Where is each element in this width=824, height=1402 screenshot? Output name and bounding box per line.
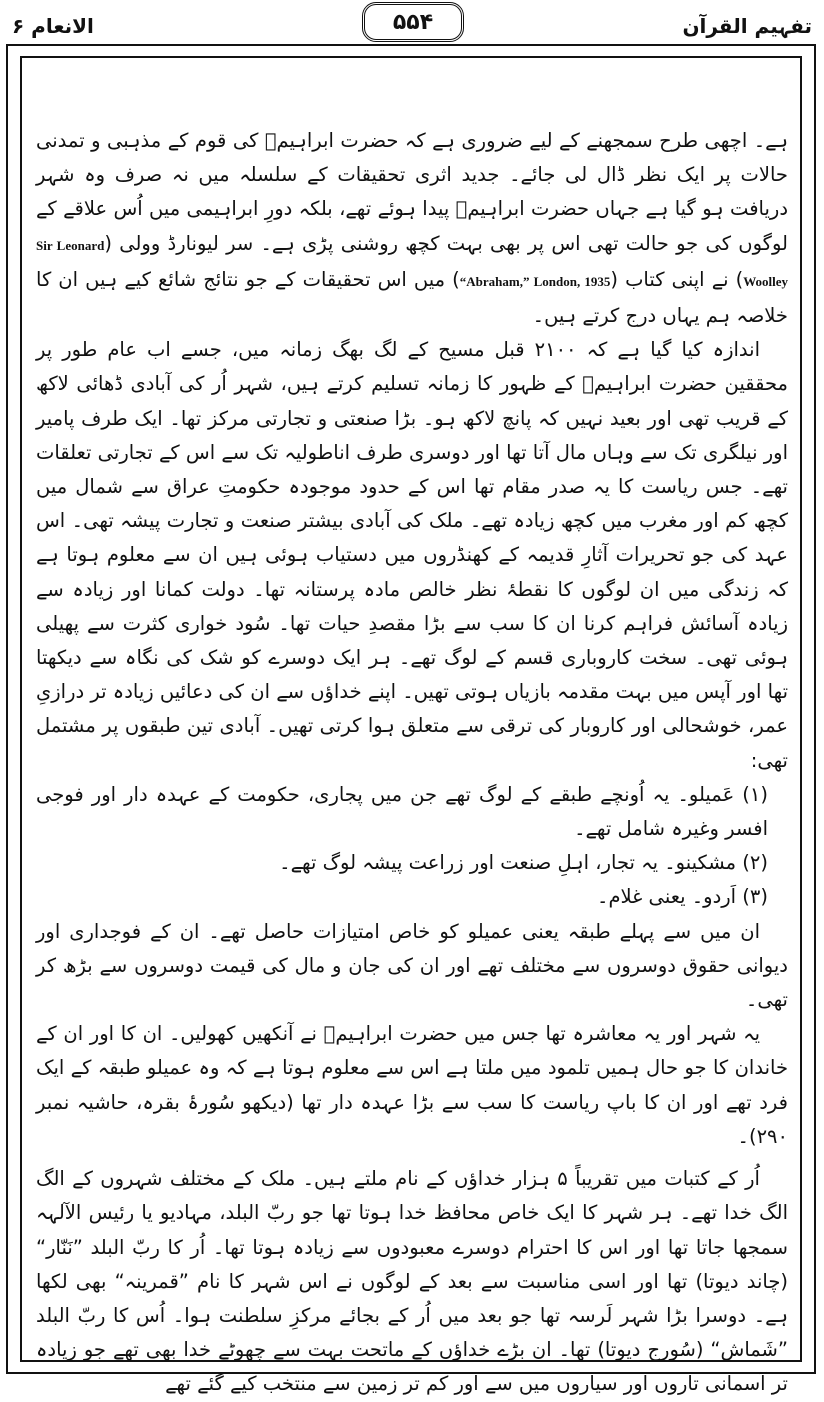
paragraph-text: ) نے اپنی کتاب ( <box>610 267 744 291</box>
list-item: (۲) مشکینو۔ یہ تجار، اہلِ صنعت اور زراعت پیشہ لوگ تھے۔ <box>279 851 768 875</box>
page-number: ۵۵۴ <box>362 2 464 42</box>
page-body <box>36 124 789 1396</box>
paragraph <box>36 124 788 333</box>
page-header <box>0 0 824 50</box>
paragraph: یہ شہر اور یہ معاشرہ تھا جس میں حضرت ابراہیمؑ نے آنکھیں کھولیں۔ ان کا اور ان کے خاندان کا جو حال ہمیں تلمود میں ملتا ہے اس سے معلوم ہوتا ہے کہ وہ عمیلو طبقہ کے ایک فرد تھے اور ان کا باپ ریاست کا سب سے بڑا عہدہ دار تھا (دیکھو سُورۂ بقرہ، حاشیہ نمبر ۲۹۰)۔ <box>36 1022 788 1148</box>
paragraph: ان میں سے پہلے طبقہ یعنی عمیلو کو خاص امتیازات حاصل تھے۔ ان کے فوجداری اور دیوانی حقوق دوسروں سے مختلف تھے اور ان کی جان و مال کی قیمت دوسروں سے بڑھ کر تھی۔ <box>36 919 788 1012</box>
list-item: (۳) اَردو۔ یعنی غلام۔ <box>597 885 768 909</box>
surah-title: الانعام ۶ <box>12 14 94 38</box>
paragraph: اندازہ کیا گیا ہے کہ ۲۱۰۰ قبل مسیح کے لگ بھگ زمانہ میں، جسے اب عام طور پر محققین حضرت ابراہیمؑ کے ظہور کا زمانہ تسلیم کرتے ہیں، شہر اُر کی آبادی ڈھائی لاکھ کے قریب تھی اور بعید نہیں کہ پانچ لاکھ ہو۔ بڑا صنعتی و تجارتی مرکز تھا۔ ایک طرف پامیر اور نیلگری تک سے وہاں مال آتا تھا اور دوسری طرف اناطولیہ تک سے اس کے تجارتی تعلقات تھے۔ جس ریاست کا یہ صدر مقام تھا اس کے حدود موجودہ حکومتِ عراق سے شمال میں کچھ کم اور مغرب میں کچھ زیادہ تھے۔ ملک کی آبادی بیشتر صنعت و تجارت پیشہ تھی۔ اس عہد کی جو تحریرات آثارِ قدیمہ کے کھنڈروں میں دستیاب ہوئی ہیں ان سے معلوم ہوتا ہے کہ زندگی میں ان لوگوں کا نقطۂ نظر خالص مادہ پرستانہ تھا۔ دولت کمانا اور زیادہ سے زیادہ آسائش فراہم کرنا ان کا سب سے بڑا مقصدِ حیات تھا۔ سُود خواری کثرت سے پھیلی ہوئی تھی۔ سخت کاروباری قسم کے لوگ تھے۔ ہر ایک دوسرے کو شک کی نگاہ سے دیکھتا تھا اور آپس میں بہت مقدمہ بازیاں ہوتی تھیں۔ اپنے خداؤں سے ان کی دعائیں زیادہ تر درازیِ عمر، خوشحالی اور کاروبار کی ترقی سے متعلق ہوا کرتی تھیں۔ آبادی تین طبقوں پر مشتمل تھی: <box>36 338 788 772</box>
list-item: (۱) عَمیلو۔ یہ اُونچے طبقے کے لوگ تھے جن میں پجاری، حکومت کے عہدہ دار اور فوجی افسر وغیرہ شامل تھے۔ <box>36 782 768 841</box>
english-book-title: “Abraham,” London, 1935 <box>459 273 611 289</box>
paragraph: اُر کے کتبات میں تقریباً ۵ ہزار خداؤں کے نام ملتے ہیں۔ ملک کے مختلف شہروں کے الگ الگ خدا تھے۔ ہر شہر کا ایک خاص محافظ خدا ہوتا تھا جو ربّ البلد، مہادیو یا رئیس الآلہہ سمجھا جاتا تھا اور اس کا احترام دوسرے معبودوں سے زیادہ ہوتا تھا۔ اُر کا ربّ البلد ”نَنّار“ (چاند دیوتا) تھا اور اسی مناسبت سے بعد کے لوگوں نے اس شہر کا نام ”قمرینہ“ بھی لکھا ہے۔ دوسرا بڑا شہر لَرسہ تھا جو بعد میں اُر کے بجائے مرکزِ سلطنت ہوا۔ اُس کا ربّ البلد ”شَماش“ (سُورج دیوتا) تھا۔ ان بڑے خداؤں کے ماتحت بہت سے چھوٹے خدا بھی تھے جو زیادہ تر آسمانی تاروں اور سیاروں میں سے اور کم تر زمین سے منتخب کیے گئے تھے <box>36 1167 788 1396</box>
english-name: Sir Leonard Woolley <box>36 237 789 289</box>
paragraph-text: ) میں اس تحقیقات کے جو نتائج شائع کیے ہیں ان کا خلاصہ ہم یہاں درج کرتے ہیں۔ <box>36 267 788 328</box>
book-title: تفہیم القرآن <box>682 14 812 38</box>
paragraph-text: ہے۔ اچھی طرح سمجھنے کے لیے ضروری ہے کہ حضرت ابراہیمؑ کی قوم کے مذہبی و تمدنی حالات پر ایک نظر ڈال لی جائے۔ جدید اثری تحقیقات کے سلسلہ میں نہ صرف وہ شہر دریافت ہو گیا ہے جہاں حضرت ابراہیمؑ پیدا ہوئے تھے، بلکہ دورِ ابراہیمی میں اُس علاقے کے لوگوں کی جو حالت تھی اس پر بھی بہت کچھ روشنی پڑی ہے۔ سر لیونارڈ وولی ( <box>36 129 788 255</box>
